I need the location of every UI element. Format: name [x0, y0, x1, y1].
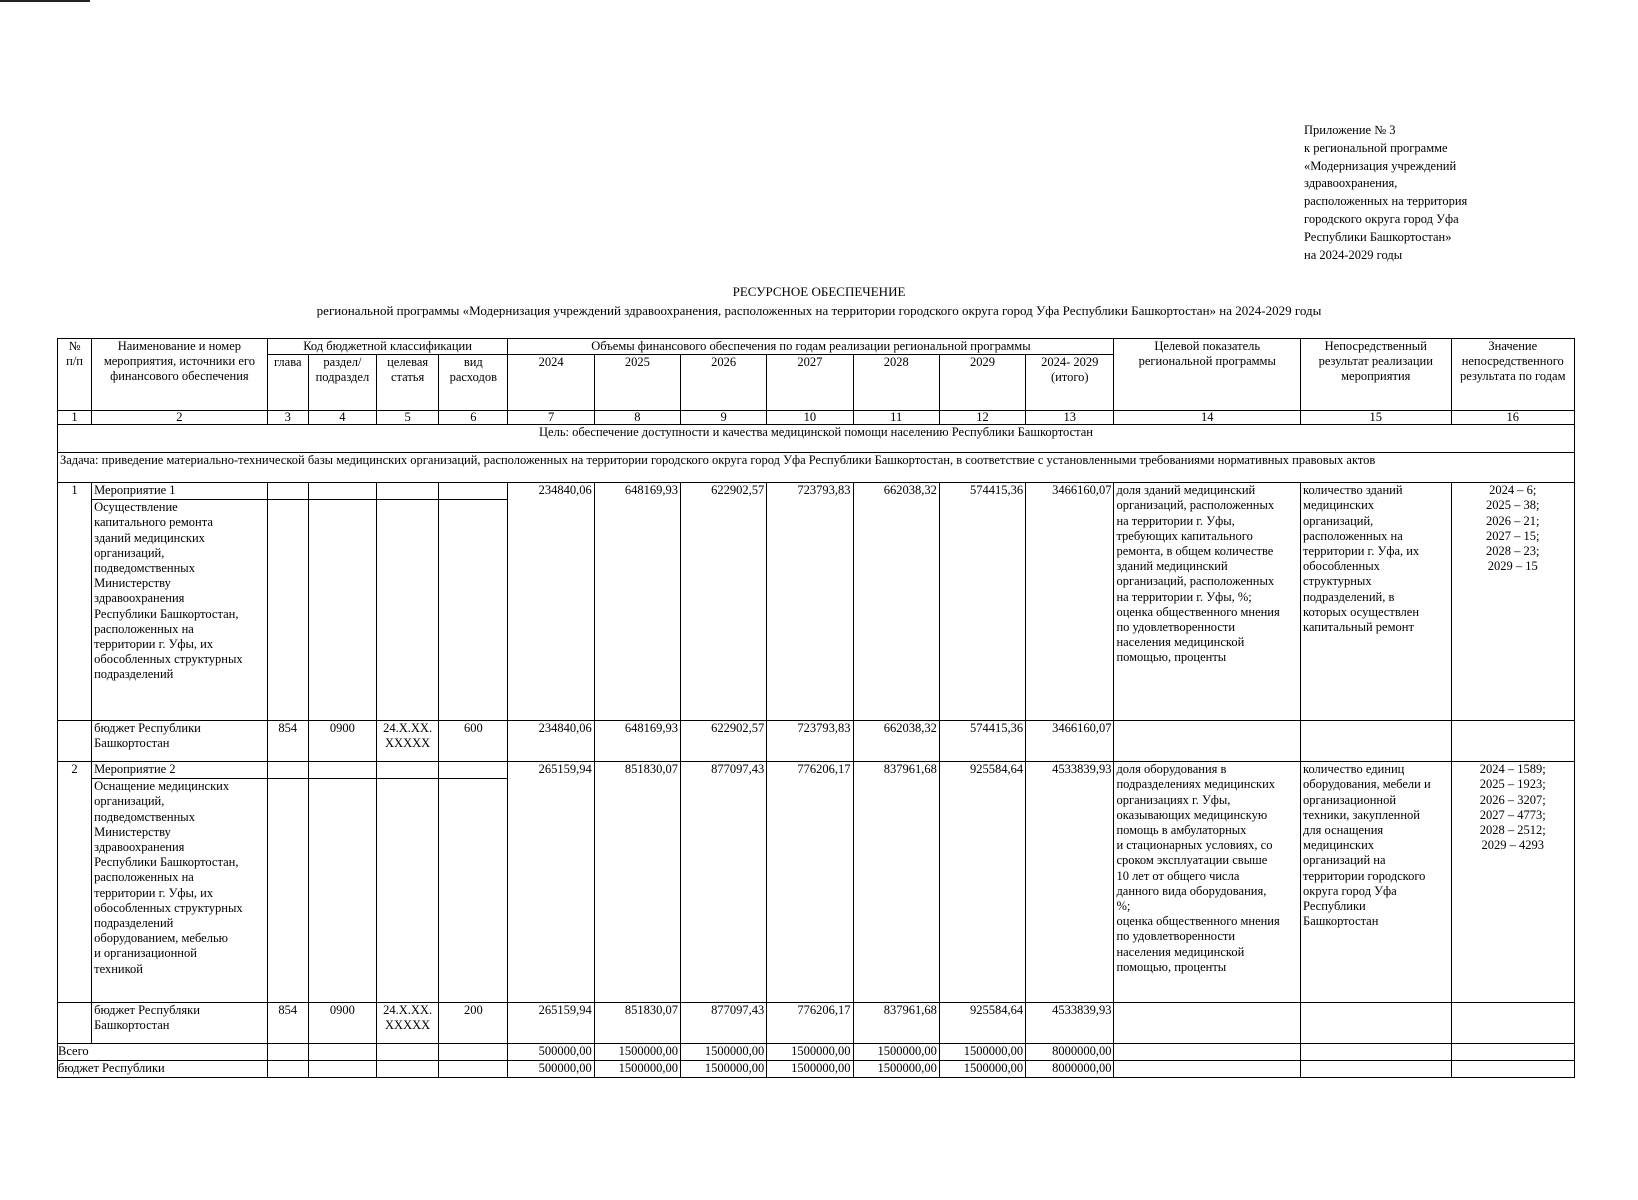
amount-2025: 648169,93	[594, 721, 680, 762]
budget-total-2029: 1500000,00	[939, 1061, 1025, 1078]
col-number: 15	[1301, 411, 1451, 425]
code-razdel: 0900	[308, 1003, 376, 1044]
col-number: 11	[853, 411, 939, 425]
budget-total-label: бюджет Республики	[58, 1061, 268, 1078]
amount-2027: 776206,17	[767, 762, 853, 1003]
target-indicator: доля оборудования в подразделениях медицинских организациях г. Уфы, оказывающих медицинскую помощь в амбулаторных и стационарных условиях, со сроком эксплуатации свыше 10 лет от общего числа данного вида оборудования, %; оценка общественного мнения по удовлетворенности населения медицинской помощью, проценты	[1114, 762, 1301, 1003]
code-vid: 600	[439, 721, 508, 762]
amount-2027: 723793,83	[767, 483, 853, 721]
direct-result: количество зданий медицинских организаций, расположенных на территории г. Уфа, их обособленных структурных подразделений, в которых осуществлен капитальный ремонт	[1301, 483, 1451, 721]
col-number: 12	[939, 411, 1025, 425]
code-vid: 200	[439, 1003, 508, 1044]
amount-total: 4533839,93	[1026, 1003, 1114, 1044]
header-total: 2024- 2029 (итого)	[1026, 355, 1114, 411]
code-glava: 854	[267, 1003, 308, 1044]
amount-2028: 837961,68	[853, 1003, 939, 1044]
col-number: 2	[92, 411, 268, 425]
budget-total-2028: 1500000,00	[853, 1061, 939, 1078]
header-2024: 2024	[508, 355, 594, 411]
header-2025: 2025	[594, 355, 680, 411]
amount-2024: 265159,94	[508, 1003, 594, 1044]
header-2026: 2026	[680, 355, 766, 411]
total-2029: 1500000,00	[939, 1044, 1025, 1061]
total-2025: 1500000,00	[594, 1044, 680, 1061]
code-glava: 854	[267, 721, 308, 762]
amount-total: 3466160,07	[1026, 721, 1114, 762]
annex-line: Приложение № 3	[1304, 123, 1396, 137]
code-razdel: 0900	[308, 721, 376, 762]
scan-edge-mark	[0, 0, 90, 2]
amount-2027: 776206,17	[767, 1003, 853, 1044]
amount-2026: 622902,57	[680, 483, 766, 721]
header-result: Непосредственный результат реализации мероприятия	[1301, 339, 1451, 411]
annex-line: к региональной программе	[1304, 140, 1448, 155]
budget-total-2026: 1500000,00	[680, 1061, 766, 1078]
header-vid: вид расходов	[439, 355, 508, 411]
amount-2029: 574415,36	[939, 721, 1025, 762]
col-number: 7	[508, 411, 594, 425]
document-subtitle: региональной программы «Модернизация учреждений здравоохранения, расположенных на территории городского округа город Уфа Республики Башкортостан» на 2024-2029 годы	[316, 303, 1322, 318]
measure-description: Оснащение медицинских организаций, подведомственных Министерству здравоохранения Республики Башкортостан, расположенных на территории г. Уфы, их обособленных структурных подразделений оборудованием, мебелью и организационной техникой	[92, 779, 268, 1003]
amount-2026: 622902,57	[680, 721, 766, 762]
amount-2024: 234840,06	[508, 483, 594, 721]
direct-result: количество единиц оборудования, мебели и организационной техники, закупленной для оснащения медицинских организаций на территории городского округа город Уфа Республики Башкортостан	[1301, 762, 1451, 1003]
amount-2025: 648169,93	[594, 483, 680, 721]
amount-2029: 925584,64	[939, 762, 1025, 1003]
measure-title: Мероприятие 2	[92, 762, 268, 779]
header-name: Наименование и номер мероприятия, источники его финансового обеспечения	[92, 339, 268, 411]
resource-table	[57, 338, 1575, 1078]
annex-block	[1304, 122, 1604, 264]
amount-2025: 851830,07	[594, 762, 680, 1003]
budget-total-2024: 500000,00	[508, 1061, 594, 1078]
target-indicator: доля зданий медицинский организаций, расположенных на территории г. Уфы, требующих капитального ремонта, в общем количестве зданий медицинский организаций, расположенных на территории г. Уфы, %; оценка общественного мнения по удовлетворенности населения медицинской помощью, проценты	[1114, 483, 1301, 721]
header-glava: глава	[267, 355, 308, 411]
measure-num: 1	[58, 483, 92, 721]
amount-2028: 662038,32	[853, 721, 939, 762]
funding-source: бюджет Республяки Башкортостан	[92, 1003, 268, 1044]
col-number: 3	[267, 411, 308, 425]
amount-2028: 662038,32	[853, 483, 939, 721]
measure-num: 2	[58, 762, 92, 1003]
amount-2024: 234840,06	[508, 721, 594, 762]
col-number: 13	[1026, 411, 1114, 425]
total-2028: 1500000,00	[853, 1044, 939, 1061]
budget-total-all: 8000000,00	[1026, 1061, 1114, 1078]
total-2027: 1500000,00	[767, 1044, 853, 1061]
header-value: Значение непосредственного результата по годам	[1451, 339, 1574, 411]
amount-2026: 877097,43	[680, 1003, 766, 1044]
col-number: 4	[308, 411, 376, 425]
total-2026: 1500000,00	[680, 1044, 766, 1061]
amount-2029: 925584,64	[939, 1003, 1025, 1044]
header-budget-code: Код бюджетной классификации	[267, 339, 508, 355]
header-2027: 2027	[767, 355, 853, 411]
task-row: Задача: приведение материально-технической базы медицинских организаций, расположенных на территории городского округа город Уфа Республики Башкортостан, в соответствие с установленными требованиями нормативных правовых актов	[58, 453, 1575, 483]
col-number: 14	[1114, 411, 1301, 425]
col-number: 8	[594, 411, 680, 425]
header-indicator: Целевой показатель региональной программы	[1114, 339, 1301, 411]
code-celevaya: 24.Х.ХХ. ХХХХХ	[377, 1003, 439, 1044]
document-title: РЕСУРСНОЕ ОБЕСПЕЧЕНИЕ	[732, 284, 906, 299]
budget-total-2027: 1500000,00	[767, 1061, 853, 1078]
col-number: 5	[377, 411, 439, 425]
budget-total-2025: 1500000,00	[594, 1061, 680, 1078]
header-2028: 2028	[853, 355, 939, 411]
funding-source: бюджет Республики Башкортостан	[92, 721, 268, 762]
annex-line: городского округа город Уфа	[1304, 211, 1459, 226]
amount-2024: 265159,94	[508, 762, 594, 1003]
annex-line: расположенных на территория	[1304, 194, 1468, 209]
amount-total: 3466160,07	[1026, 483, 1114, 721]
total-2024: 500000,00	[508, 1044, 594, 1061]
amount-2027: 723793,83	[767, 721, 853, 762]
header-celevaya: целевая статья	[377, 355, 439, 411]
amount-total: 4533839,93	[1026, 762, 1114, 1003]
amount-2028: 837961,68	[853, 762, 939, 1003]
measure-title: Мероприятие 1	[92, 483, 268, 500]
amount-2029: 574415,36	[939, 483, 1025, 721]
annex-line: на 2024-2029 годы	[1304, 247, 1403, 262]
col-number: 1	[58, 411, 92, 425]
measure-description: Осуществление капитального ремонта зданий медицинских организаций, подведомственных Министерству здравоохранения Республики Башкортостан, расположенных на территории г. Уфы, их обособленных структурных подразделений	[92, 500, 268, 721]
amount-2025: 851830,07	[594, 1003, 680, 1044]
result-values: 2024 – 6; 2025 – 38; 2026 – 21; 2027 – 15; 2028 – 23; 2029 – 15	[1451, 483, 1574, 721]
col-number: 9	[680, 411, 766, 425]
total-label: Всего	[58, 1044, 268, 1061]
col-number: 10	[767, 411, 853, 425]
total-all: 8000000,00	[1026, 1044, 1114, 1061]
header-num: № п/п	[58, 339, 92, 411]
goal-row: Цель: обеспечение доступности и качества медицинской помощи населению Республики Башкортостан	[58, 425, 1575, 453]
result-values: 2024 – 1589; 2025 – 1923; 2026 – 3207; 2027 – 4773; 2028 – 2512; 2029 – 4293	[1451, 762, 1574, 1003]
col-number: 6	[439, 411, 508, 425]
annex-line: «Модернизация учреждений	[1304, 158, 1457, 173]
code-celevaya: 24.Х.ХХ. ХХХХХ	[377, 721, 439, 762]
col-number: 16	[1451, 411, 1574, 425]
header-razdel: раздел/ подраздел	[308, 355, 376, 411]
amount-2026: 877097,43	[680, 762, 766, 1003]
annex-line: Республики Башкортостан»	[1304, 229, 1452, 244]
header-volumes: Объемы финансового обеспечения по годам реализации региональной программы	[508, 339, 1114, 355]
annex-line: здравоохранения,	[1304, 176, 1398, 191]
header-2029: 2029	[939, 355, 1025, 411]
